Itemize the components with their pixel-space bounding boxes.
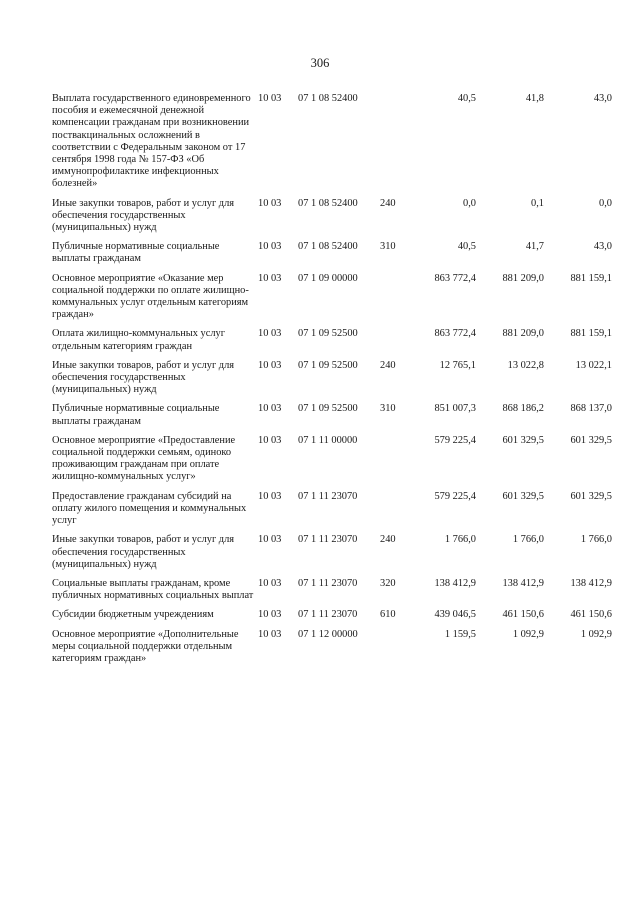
- table-row: [52, 491, 612, 535]
- row-amount-year-1: 863 772,4: [434, 272, 476, 284]
- row-expense-type: 240: [380, 534, 396, 546]
- row-target-article: 07 1 12 00000: [298, 628, 358, 640]
- row-amount-year-3: 881 159,1: [570, 328, 612, 340]
- row-section-code: 10 03: [258, 93, 282, 104]
- row-expense-type: [380, 273, 402, 329]
- row-amount-year-3: 138 412,9: [570, 577, 612, 589]
- row-target-article: 07 1 11 23070: [298, 609, 358, 621]
- table-row: [52, 241, 612, 272]
- row-target-article: 07 1 11 00000: [298, 434, 358, 446]
- row-target-article: 07 1 09 00000: [298, 272, 358, 284]
- row-amount-year-3: 43,0: [593, 93, 612, 104]
- row-section-code: 10 03: [258, 609, 282, 621]
- row-amount-year-3: 881 159,1: [570, 272, 612, 284]
- row-amount-year-1: 439 046,5: [434, 609, 476, 621]
- row-name: Публичные нормативные социальные выплаты гражданам: [52, 241, 220, 265]
- row-amount-year-2: 13 022,8: [507, 359, 544, 371]
- row-target-article: 07 1 09 52500: [298, 328, 358, 340]
- row-expense-type: [380, 491, 402, 535]
- row-name: Иные закупки товаров, работ и услуг для обеспечения государственных (муниципальных) нужд: [52, 534, 235, 570]
- table-row: [52, 403, 612, 434]
- row-name: Оплата жилищно-коммунальных услуг отдельным категориям граждан: [52, 328, 226, 352]
- row-section-code: 10 03: [258, 434, 282, 446]
- row-amount-year-2: 41,7: [525, 241, 544, 253]
- row-amount-year-1: 12 765,1: [439, 359, 476, 371]
- row-amount-year-3: 13 022,1: [575, 359, 612, 371]
- table-row: [52, 93, 612, 198]
- table-row: [52, 578, 612, 609]
- row-name: Иные закупки товаров, работ и услуг для обеспечения государственных (муниципальных) нужд: [52, 359, 235, 396]
- row-amount-year-1: 40,5: [457, 93, 476, 104]
- row-target-article: 07 1 11 23070: [298, 534, 358, 546]
- row-name: Основное мероприятие «Оказание мер социальной поддержки по оплате жилищно-коммунальных услуг отдельным категориям граждан»: [52, 272, 249, 321]
- row-expense-type: 240: [380, 359, 396, 371]
- row-expense-type: [380, 435, 402, 491]
- row-section-code: 10 03: [258, 577, 282, 589]
- table-row: [52, 534, 612, 578]
- row-name: Публичные нормативные социальные выплаты гражданам: [52, 403, 220, 427]
- row-amount-year-3: 868 137,0: [570, 403, 612, 415]
- row-expense-type: [380, 93, 402, 198]
- row-amount-year-1: 1 766,0: [444, 534, 476, 546]
- row-amount-year-1: 579 225,4: [434, 490, 476, 502]
- row-section-code: 10 03: [258, 328, 282, 340]
- row-section-code: 10 03: [258, 628, 282, 640]
- row-target-article: 07 1 08 52400: [298, 93, 358, 104]
- table-row: [52, 609, 612, 628]
- row-amount-year-1: 863 772,4: [434, 328, 476, 340]
- table-row: [52, 328, 612, 359]
- row-expense-type: 610: [380, 609, 396, 621]
- page-number: 306: [310, 56, 330, 70]
- row-amount-year-2: 461 150,6: [502, 609, 544, 621]
- row-amount-year-2: 1 092,9: [512, 628, 544, 640]
- row-name: Субсидии бюджетным учреждениям: [52, 609, 214, 621]
- row-amount-year-1: 0,0: [463, 197, 476, 209]
- row-amount-year-2: 601 329,5: [502, 490, 544, 502]
- row-name: Предоставление гражданам субсидий на оплату жилого помещения и коммунальных услуг: [52, 490, 247, 527]
- row-name: Иные закупки товаров, работ и услуг для обеспечения государственных (муниципальных) нужд: [52, 197, 235, 234]
- budget-table: [52, 93, 612, 672]
- row-section-code: 10 03: [258, 241, 282, 253]
- row-section-code: 10 03: [258, 359, 282, 371]
- row-expense-type: 310: [380, 403, 396, 415]
- row-amount-year-2: 1 766,0: [512, 534, 544, 546]
- row-target-article: 07 1 11 23070: [298, 577, 358, 589]
- row-expense-type: 310: [380, 241, 396, 253]
- row-expense-type: 240: [380, 197, 396, 209]
- row-name: Выплата государственного единовременного пособия и ежемесячной денежной компенсации гражданам при возникновении поствакцинальных осложнений в соответствии с Федеральным законом от 17 сентября 1998 года № 157-ФЗ «Об иммунопрофилактике инфекционных болезней»: [52, 93, 251, 190]
- row-amount-year-2: 601 329,5: [502, 434, 544, 446]
- row-amount-year-3: 461 150,6: [570, 609, 612, 621]
- row-amount-year-3: 601 329,5: [570, 434, 612, 446]
- row-amount-year-3: 1 766,0: [580, 534, 612, 546]
- table-row: [52, 435, 612, 491]
- row-expense-type: 320: [380, 577, 396, 589]
- row-amount-year-3: 601 329,5: [570, 490, 612, 502]
- row-section-code: 10 03: [258, 490, 282, 502]
- table-row: [52, 360, 612, 404]
- row-amount-year-3: 0,0: [599, 197, 612, 209]
- table-row: [52, 198, 612, 242]
- row-expense-type: [380, 629, 402, 673]
- row-amount-year-1: 138 412,9: [434, 577, 476, 589]
- row-target-article: 07 1 09 52500: [298, 403, 358, 415]
- row-amount-year-1: 1 159,5: [444, 628, 476, 640]
- row-section-code: 10 03: [258, 403, 282, 415]
- row-target-article: 07 1 11 23070: [298, 490, 358, 502]
- row-section-code: 10 03: [258, 534, 282, 546]
- row-target-article: 07 1 08 52400: [298, 197, 358, 209]
- row-name: Основное мероприятие «Предоставление социальной поддержки семьям, одиноко проживающим гражданам при оплате жилищно-коммунальных услуг»: [52, 434, 236, 483]
- row-amount-year-2: 881 209,0: [502, 272, 544, 284]
- row-amount-year-3: 1 092,9: [580, 628, 612, 640]
- row-section-code: 10 03: [258, 272, 282, 284]
- row-amount-year-1: 851 007,3: [434, 403, 476, 415]
- row-target-article: 07 1 09 52500: [298, 359, 358, 371]
- row-amount-year-2: 0,1: [531, 197, 544, 209]
- row-name: Социальные выплаты гражданам, кроме публичных нормативных социальных выплат: [52, 577, 254, 602]
- row-section-code: 10 03: [258, 197, 282, 209]
- table-row: [52, 629, 612, 673]
- row-amount-year-2: 881 209,0: [502, 328, 544, 340]
- row-target-article: 07 1 08 52400: [298, 241, 358, 253]
- row-amount-year-3: 43,0: [593, 241, 612, 253]
- row-amount-year-2: 41,8: [525, 93, 544, 104]
- row-name: Основное мероприятие «Дополнительные меры социальной поддержки отдельным категориям граждан»: [52, 628, 239, 664]
- row-amount-year-2: 868 186,2: [502, 403, 544, 415]
- row-amount-year-1: 40,5: [457, 241, 476, 253]
- row-expense-type: [380, 328, 402, 359]
- table-row: [52, 273, 612, 329]
- row-amount-year-2: 138 412,9: [502, 577, 544, 589]
- row-amount-year-1: 579 225,4: [434, 434, 476, 446]
